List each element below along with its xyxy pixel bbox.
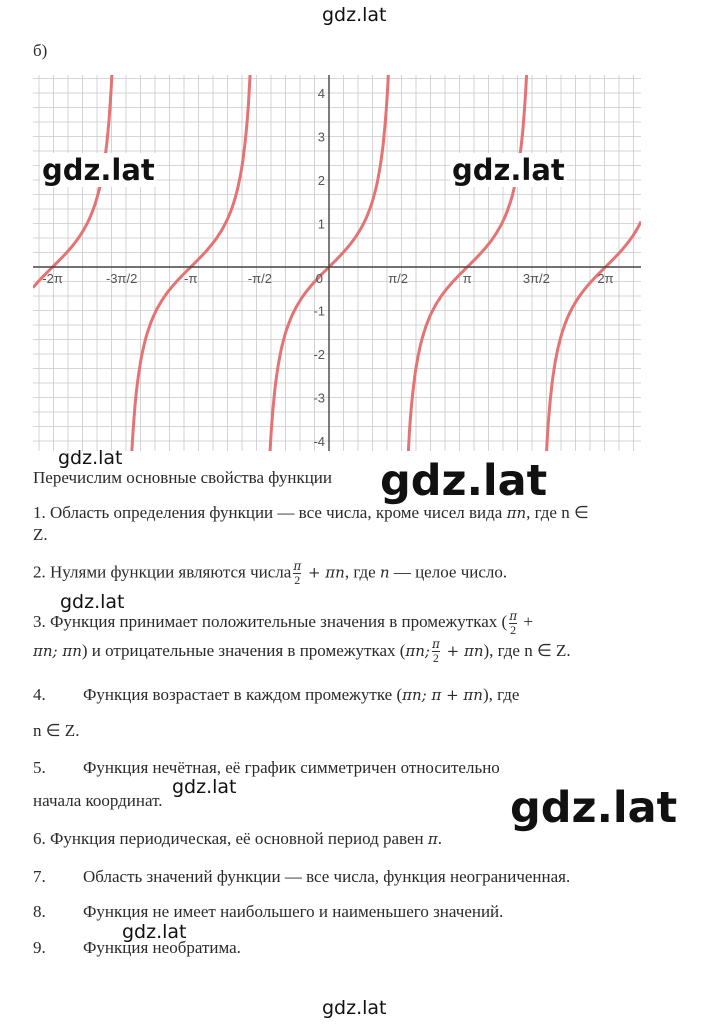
- x-tick-label: -π/2: [247, 271, 272, 286]
- property-8: 8. Функция не имеет наибольшего и наименьшего значений.: [33, 902, 504, 921]
- fraction-pi-over-2: $\frac{\pi}{2}$: [293, 559, 302, 587]
- property-2: 2. Нулями функции являются числа $\frac{\pi}{2}$ + πn, где n — целое число.: [33, 559, 508, 587]
- watermark-bottom: gdz.lat: [322, 997, 387, 1019]
- property-9: 9. Функция необратима.: [33, 938, 241, 957]
- watermark-small-1: gdz.lat: [58, 447, 123, 469]
- y-tick-label: 3: [317, 129, 325, 145]
- property-5: 5. Функция нечётная, её график симметричен относительно: [33, 758, 500, 777]
- x-tick-label: -3π/2: [105, 271, 138, 286]
- tangent-graph: [33, 75, 641, 451]
- watermark-graph-right: gdz.lat: [452, 153, 565, 187]
- x-tick-label: -2π: [42, 271, 63, 286]
- property-5-cont: начала координат.: [33, 791, 163, 810]
- watermark-small-2: gdz.lat: [60, 591, 125, 613]
- x-tick-label: π/2: [388, 271, 409, 286]
- watermark-small-3: gdz.lat: [172, 776, 237, 798]
- watermark-large-1: gdz.lat: [380, 456, 548, 506]
- x-tick-label: π: [462, 271, 472, 286]
- property-3: 3. Функция принимает положительные значения в промежутках ( $\frac{\pi}{2}$ + πn; πn) и отрицательные значения в промежутках (πn; $\frac{\pi}{2}$ + πn), где n ∈ Z.: [33, 608, 571, 666]
- y-tick-label: 2: [317, 173, 325, 188]
- watermark-small-4: gdz.lat: [122, 921, 187, 943]
- y-tick-label: 4: [317, 86, 325, 101]
- property-1: 1. Область определения функции — все числа, кроме чисел вида πn, где n ∈ Z.: [33, 503, 589, 544]
- watermark-large-2: gdz.lat: [510, 783, 678, 833]
- property-4: 4. Функция возрастает в каждом промежутке (πn; π + πn), где: [33, 685, 520, 704]
- y-tick-label: -1: [313, 303, 325, 319]
- x-tick-label: 0: [315, 271, 323, 286]
- intro-text: Перечислим основные свойства функции: [33, 468, 333, 487]
- y-tick-label: 1: [317, 216, 325, 232]
- x-tick-label: -π: [184, 271, 198, 286]
- watermark-top: gdz.lat: [322, 4, 387, 26]
- property-4-cont: n ∈ Z.: [33, 721, 80, 740]
- part-label: б): [33, 41, 48, 60]
- property-6: 6. Функция периодическая, её основной период равен π.: [33, 829, 442, 848]
- y-tick-label: -3: [313, 390, 325, 406]
- watermark-graph-left: gdz.lat: [42, 153, 155, 187]
- y-tick-label: -4: [313, 434, 325, 449]
- y-tick-label: -2: [313, 347, 325, 362]
- x-tick-label: 2π: [597, 271, 614, 286]
- property-7: 7. Область значений функции — все числа, функция неограниченная.: [33, 867, 571, 886]
- x-tick-label: 3π/2: [522, 271, 550, 286]
